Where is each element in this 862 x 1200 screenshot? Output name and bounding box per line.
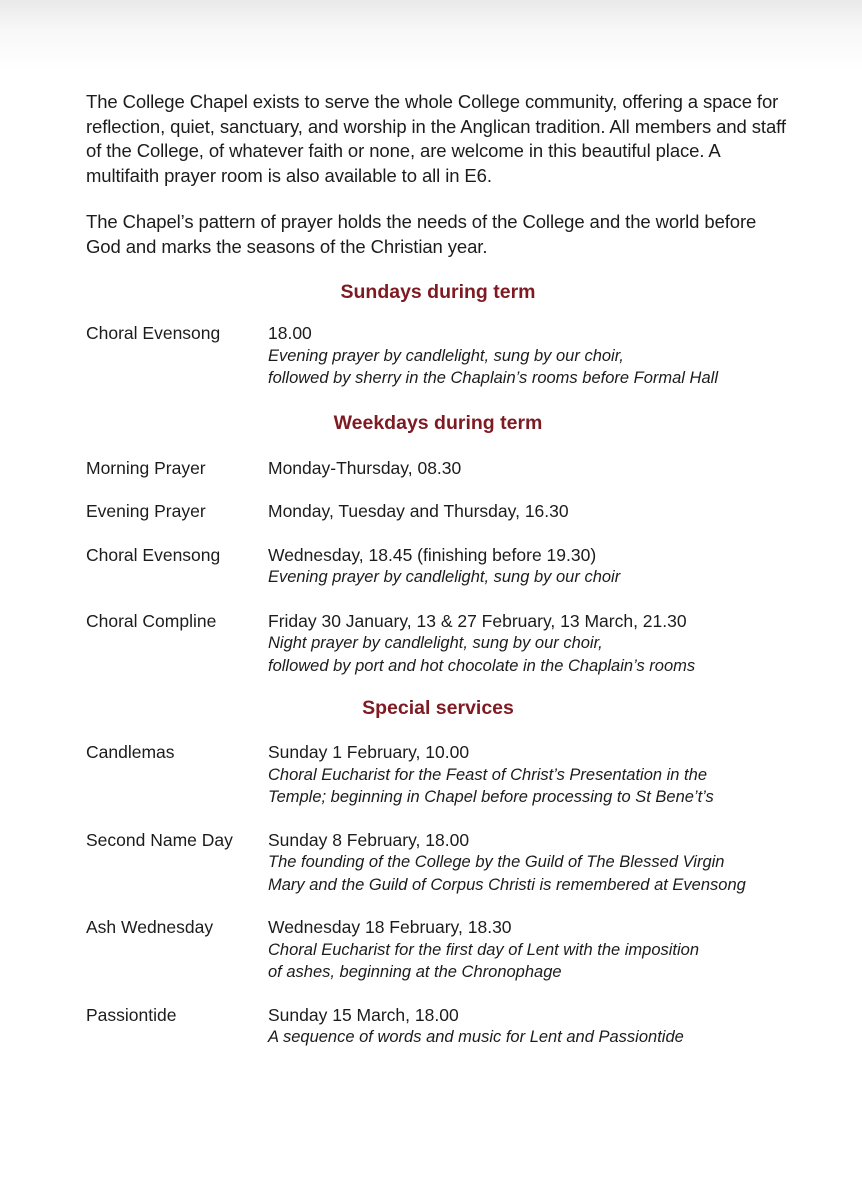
service-note: Temple; beginning in Chapel before processing to St Bene’t’s [268,788,714,806]
service-time: Wednesday, 18.45 (finishing before 19.30) [268,544,597,565]
service-name: Choral Evensong [86,323,221,343]
service-note: of ashes, beginning at the Chronophage [268,963,562,981]
page-top-shadow [0,0,862,70]
service-name: Evening Prayer [86,501,206,521]
service-note: Choral Eucharist for the first day of Lent with the imposition [268,940,700,959]
service-time: Sunday 8 February, 18.00 [268,829,470,850]
service-row [86,610,786,678]
service-details [268,457,786,480]
section-heading: Weekdays during term [333,411,543,434]
chapel-services-page [86,90,786,1049]
service-details [268,1004,786,1049]
service-details [268,916,786,984]
service-name: Candlemas [86,742,175,762]
service-details [268,829,786,897]
service-time: Wednesday 18 February, 18.30 [268,917,512,937]
service-time: 18.00 [268,323,312,343]
service-row [86,322,786,390]
service-name: Second Name Day [86,829,233,850]
service-note: followed by port and hot chocolate in the Chaplain’s rooms [268,656,696,675]
service-note: followed by sherry in the Chaplain’s rooms before Formal Hall [268,369,718,387]
service-name: Choral Evensong [86,544,221,565]
section-sundays [86,281,786,390]
section-heading: Sundays during term [340,281,536,303]
service-row [86,500,786,523]
service-time: Monday, Tuesday and Thursday, 16.30 [268,501,569,521]
service-row [86,916,786,984]
service-note: Evening prayer by candlelight, sung by our choir [268,568,621,586]
service-note: Mary and the Guild of Corpus Christi is remembered at Evensong [268,875,746,894]
service-row [86,1004,786,1049]
service-details [268,741,786,809]
service-time: Friday 30 January, 13 & 27 February, 13 March, 21.30 [268,610,687,631]
service-details [268,322,786,390]
intro [86,90,786,259]
service-note: Night prayer by candlelight, sung by our choir, [268,634,603,652]
section-heading: Special services [362,697,514,719]
service-name: Ash Wednesday [86,917,214,937]
service-note: Evening prayer by candlelight, sung by our choir, [268,346,624,365]
intro-paragraph: The College Chapel exists to serve the whole College community, offering a space for reflection, quiet, sanctuary, and worship in the Anglican tradition. All members and staff of the College, of whatever faith or none, are welcome in this beautiful place. A multifaith prayer room is also available to all in E6. [86,91,786,186]
service-time: Sunday 15 March, 18.00 [268,1004,459,1025]
service-name: Passiontide [86,1004,177,1025]
service-time: Monday-Thursday, 08.30 [268,457,462,478]
intro-paragraph: The Chapel’s pattern of prayer holds the needs of the College and the world before God and marks the seasons of the Christian year. [86,211,757,257]
service-time: Sunday 1 February, 10.00 [268,742,470,762]
service-details [268,610,786,678]
service-details [268,500,786,523]
service-note: A sequence of words and music for Lent and Passiontide [268,1028,684,1046]
service-details [268,544,786,589]
service-row [86,829,786,897]
section-special-services [86,697,786,1049]
service-row [86,741,786,809]
section-weekdays [86,412,786,678]
service-name: Morning Prayer [86,457,206,478]
service-note: The founding of the College by the Guild of The Blessed Virgin [268,853,725,871]
service-row [86,544,786,589]
service-note: Choral Eucharist for the Feast of Christ’s Presentation in the [268,765,707,784]
service-name: Choral Compline [86,610,217,631]
service-row [86,457,786,480]
